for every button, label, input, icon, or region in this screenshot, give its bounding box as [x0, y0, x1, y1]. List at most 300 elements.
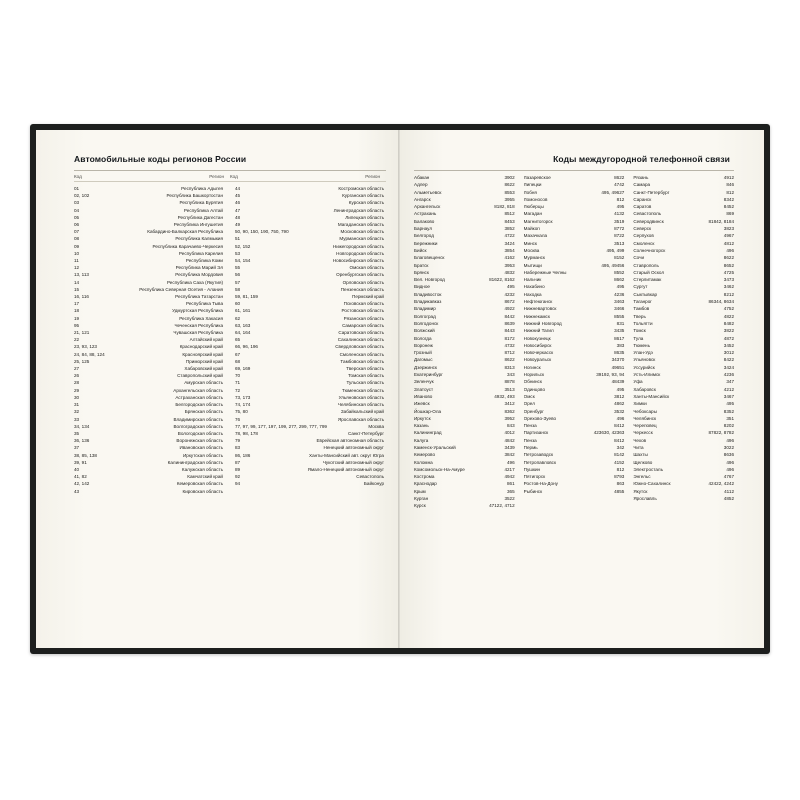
city-name: Новоуральск — [523, 357, 552, 363]
city-name: Лобня — [523, 189, 537, 195]
region-name: Республика Башкортостан — [166, 193, 223, 199]
region-code: 42, 142 — [74, 481, 90, 487]
phone-code: 4236 — [614, 291, 625, 297]
city-name: Кострома — [414, 474, 435, 480]
table-row — [74, 221, 225, 228]
phone-code: 496 — [507, 459, 515, 465]
region-name: Калужская область — [181, 466, 223, 472]
list-item — [414, 240, 515, 247]
city-name: Тверь — [633, 313, 646, 319]
city-name: Хабаровск — [633, 386, 656, 392]
list-item — [414, 466, 515, 473]
phone-code: 81842, 8184 — [708, 218, 735, 224]
table-row — [74, 444, 225, 451]
list-item — [414, 174, 515, 181]
phone-code: 4236 — [723, 372, 735, 378]
city-name: Нижнекамск — [523, 313, 550, 319]
region-name: Алтайский край — [189, 337, 223, 343]
phone-code: 8662 — [614, 277, 625, 283]
table-row — [235, 221, 386, 228]
table-row — [235, 401, 386, 408]
region-name: Краснодарский край — [179, 344, 223, 350]
list-item — [524, 240, 625, 247]
region-code: 75, 80 — [235, 409, 248, 415]
region-name: Чеченская Республика — [174, 322, 223, 328]
phone-code: 4725 — [723, 269, 735, 275]
list-item — [414, 298, 515, 305]
list-item — [524, 371, 625, 378]
phone-code: 3532 — [614, 408, 625, 414]
phone-code: 812 — [616, 466, 625, 472]
list-item — [414, 393, 515, 400]
region-name: Республика Ингушетия — [173, 222, 223, 228]
list-item — [414, 364, 515, 371]
region-code: 45 — [235, 193, 241, 199]
city-name: Магадан — [523, 211, 543, 217]
list-item — [633, 276, 734, 283]
region-name: Ростовская область — [341, 308, 384, 314]
list-item — [524, 327, 625, 334]
region-name: Чукотский автономный округ — [322, 459, 384, 465]
city-name: Уссурийск — [633, 364, 655, 370]
region-code: 64, 164 — [235, 330, 251, 336]
table-row — [235, 365, 386, 372]
region-code: 89 — [235, 466, 241, 472]
table-row — [74, 279, 225, 286]
list-item — [524, 386, 625, 393]
region-code: 56 — [235, 272, 241, 278]
list-item — [414, 459, 515, 466]
phone-code: 3955 — [504, 196, 515, 202]
phone-code: 4862 — [614, 401, 625, 407]
city-name: Смоленск — [633, 240, 655, 246]
table-row — [235, 243, 386, 250]
city-name: Серпухов — [633, 233, 654, 239]
phone-code: 4012 — [504, 430, 515, 436]
city-name: Владивосток — [414, 291, 442, 297]
city-name: Люберцы — [523, 204, 544, 210]
phone-code: 4742 — [614, 182, 625, 188]
list-item — [414, 320, 515, 327]
city-name: Волгодонск — [414, 320, 439, 326]
left-header-code-1: Код — [74, 174, 82, 179]
city-name: Ломоносов — [523, 196, 548, 202]
table-row — [74, 336, 225, 343]
city-name: Бийск — [414, 247, 427, 253]
phone-code: 4942 — [504, 474, 515, 480]
list-item — [524, 400, 625, 407]
table-row — [74, 408, 225, 415]
list-item — [414, 502, 515, 509]
city-name: Чехов — [633, 437, 647, 443]
list-item — [633, 335, 734, 342]
table-row — [74, 228, 225, 235]
list-item — [414, 262, 515, 269]
list-item — [633, 262, 734, 269]
left-page — [36, 130, 400, 648]
table-row — [235, 199, 386, 206]
region-name: Москва — [368, 423, 384, 429]
city-name: Липецки — [523, 182, 542, 188]
list-item — [524, 429, 625, 436]
city-name: Ярославль — [633, 496, 657, 502]
list-item — [633, 364, 734, 371]
region-name: Республика Марий Эл — [175, 265, 223, 271]
phone-code: 8622 — [723, 255, 735, 261]
city-name: Самара — [633, 182, 651, 188]
left-column-headers — [74, 174, 386, 179]
list-item — [524, 335, 625, 342]
phone-code: 3902 — [504, 175, 515, 180]
region-name: Курская область — [348, 200, 384, 206]
region-code: 68 — [235, 358, 241, 364]
list-item — [414, 210, 515, 217]
phone-code: 347 — [726, 379, 735, 385]
region-name: Белгородская область — [175, 402, 223, 408]
list-item — [524, 291, 625, 298]
city-name: Альметьевск — [414, 189, 442, 195]
list-item — [414, 335, 515, 342]
region-name: Чувашская Республика — [173, 330, 223, 336]
region-code: 36, 136 — [74, 438, 90, 444]
table-row — [235, 473, 386, 480]
region-name: Самарская область — [342, 322, 384, 328]
table-row — [235, 235, 386, 242]
city-name: Нахабино — [523, 284, 545, 290]
list-item — [524, 356, 625, 363]
region-name: Севастополь — [356, 474, 384, 480]
list-item — [524, 210, 625, 217]
city-name: Таганрог — [633, 299, 652, 305]
region-code: 55 — [235, 265, 241, 271]
table-row — [74, 459, 225, 466]
phone-code: 8772 — [614, 226, 625, 232]
phone-code: 4812 — [723, 240, 735, 246]
region-code: 41, 82 — [74, 474, 87, 480]
region-name: Иркутская область — [182, 452, 223, 458]
book-cover — [30, 124, 770, 654]
table-row — [235, 351, 386, 358]
list-item — [524, 276, 625, 283]
phone-code: 3435 — [614, 328, 625, 334]
city-name: Партизанск — [523, 430, 549, 436]
city-name: Саратов — [633, 204, 652, 210]
phone-code: 39192, 93, 94 — [596, 372, 625, 378]
region-code: 18 — [74, 308, 80, 314]
list-item — [414, 480, 515, 487]
region-name: Республика Калмыкия — [175, 236, 223, 242]
list-item — [633, 400, 734, 407]
city-name: Новосибирск — [523, 342, 552, 348]
region-code: 87 — [235, 459, 241, 465]
table-row — [74, 307, 225, 314]
phone-code: 496 — [726, 437, 735, 443]
city-name: Норильск — [523, 372, 545, 378]
phone-code: 34370 — [611, 357, 625, 363]
table-row — [235, 408, 386, 415]
table-row — [74, 192, 225, 199]
right-page-title: Коды междугородной телефонной связи — [553, 154, 730, 164]
table-row — [74, 394, 225, 401]
list-item — [414, 415, 515, 422]
region-code: 26 — [74, 373, 80, 379]
table-row — [235, 271, 386, 278]
phone-code: 3513 — [504, 386, 515, 392]
city-name: Чебоксары — [633, 408, 657, 414]
list-item — [633, 210, 734, 217]
region-name: Республика Северная Осетия - Алания — [139, 286, 223, 292]
region-code: 65 — [235, 337, 241, 343]
phone-code: 8652 — [723, 262, 735, 268]
city-name: Омск — [523, 393, 535, 399]
phone-code: 496 — [726, 247, 735, 253]
phone-code: 8622 — [504, 357, 515, 363]
region-code: 76 — [235, 416, 241, 422]
phone-code: 4752 — [723, 306, 735, 312]
city-name: Орехово-Зуево — [523, 415, 557, 421]
phone-code: 831 — [616, 320, 625, 326]
phone-code: 3452 — [723, 342, 735, 348]
list-item — [633, 313, 734, 320]
table-row — [235, 336, 386, 343]
list-item — [633, 203, 734, 210]
region-name: Республика Адыгея — [181, 186, 223, 191]
right-page — [400, 130, 764, 648]
list-item — [414, 189, 515, 196]
list-item — [633, 189, 734, 196]
city-name: Мытищи — [523, 262, 542, 268]
city-name: Нефтеюганск — [523, 299, 553, 305]
city-name: Воронеж — [414, 342, 433, 348]
list-item — [633, 371, 734, 378]
city-name: Сочи — [633, 255, 645, 261]
region-name: Московская область — [340, 229, 384, 235]
list-item — [633, 422, 734, 429]
region-name: Нижегородская область — [332, 243, 384, 249]
city-name: Иркутск — [414, 415, 431, 421]
region-code: 28 — [74, 380, 80, 386]
phone-code: 4967 — [723, 233, 735, 239]
region-name: Еврейская автономная область — [316, 438, 384, 444]
table-row — [74, 235, 225, 242]
city-name: Белгород — [414, 233, 434, 239]
left-header-code-2: Код — [230, 174, 238, 179]
region-name: Псковская область — [343, 301, 384, 307]
list-item — [633, 342, 734, 349]
phone-code: 3012 — [723, 350, 735, 356]
table-row — [74, 365, 225, 372]
list-item — [414, 254, 515, 261]
region-name: Ульяновская область — [338, 394, 384, 400]
city-name: Иваново — [414, 393, 433, 399]
city-name: Пенза — [523, 423, 537, 429]
table-row — [235, 228, 386, 235]
list-item — [414, 371, 515, 378]
phone-column-3 — [633, 174, 734, 510]
list-item — [414, 313, 515, 320]
list-item — [414, 400, 515, 407]
region-code: 67 — [235, 351, 241, 357]
city-name: Волжский — [414, 328, 435, 334]
phone-code: 8555 — [614, 313, 625, 319]
phone-code: 4842 — [504, 437, 515, 443]
city-name: Сыктывкар — [633, 291, 658, 297]
region-code: 78, 98, 178 — [235, 430, 258, 436]
phone-code: 8342 — [723, 196, 735, 202]
list-item — [633, 218, 734, 225]
list-item — [524, 254, 625, 261]
phone-code: 863 — [616, 481, 625, 487]
right-table — [414, 174, 734, 510]
region-name: Брянская область — [184, 409, 223, 415]
phone-code: 8452 — [723, 204, 735, 210]
city-name: Рыбинск — [523, 488, 543, 494]
region-name: Челябинская область — [337, 402, 384, 408]
phone-code: 8712 — [504, 350, 515, 356]
list-item — [414, 283, 515, 290]
table-row — [74, 207, 225, 214]
table-row — [235, 394, 386, 401]
phone-code: 495, 499 — [606, 247, 625, 253]
phone-code: 812 — [616, 196, 625, 202]
city-name: Усть-Илимск — [633, 372, 661, 378]
city-name: Казань — [414, 423, 429, 429]
list-item — [524, 320, 625, 327]
phone-code: 495, 49627 — [601, 189, 625, 195]
city-name: Рязань — [633, 175, 649, 180]
city-name: Москва — [523, 247, 540, 253]
table-row — [235, 322, 386, 329]
city-name: Нальчик — [523, 277, 542, 283]
phone-code: 4212 — [723, 386, 735, 392]
list-item — [633, 240, 734, 247]
region-name: Сахалинская область — [337, 337, 384, 343]
list-item — [524, 349, 625, 356]
region-code: 01 — [74, 186, 80, 191]
list-item — [633, 247, 734, 254]
region-name: Кабардино-Балкарская Республика — [147, 229, 223, 235]
city-name: Курган — [414, 496, 429, 502]
region-name: Вологодская область — [177, 430, 223, 436]
phone-code: 8617 — [614, 335, 625, 341]
list-item — [633, 480, 734, 487]
city-name: Ставрополь — [633, 262, 659, 268]
table-row — [235, 372, 386, 379]
region-code: 51 — [235, 236, 241, 242]
left-table-column-1 — [74, 185, 225, 495]
phone-code: 496 — [726, 459, 735, 465]
region-code: 09 — [74, 243, 80, 249]
city-name: Нижний Тагил — [523, 328, 554, 334]
list-item — [524, 232, 625, 239]
right-title-rule — [414, 170, 734, 171]
phone-code: 3852 — [504, 226, 515, 232]
city-name: Бережники — [414, 240, 438, 246]
phone-code: 8453 — [504, 218, 515, 224]
list-item — [414, 218, 515, 225]
list-item — [633, 393, 734, 400]
region-code: 49 — [235, 222, 241, 228]
region-code: 22 — [74, 337, 80, 343]
phone-code: 4852 — [723, 496, 735, 502]
table-row — [74, 351, 225, 358]
phone-code: 495 — [616, 204, 625, 210]
city-name: Ногинск — [523, 364, 541, 370]
city-name: Тамбов — [633, 306, 650, 312]
region-name: Астраханская область — [175, 394, 223, 400]
list-item — [524, 364, 625, 371]
region-name: Воронежская область — [176, 438, 223, 444]
region-name: Тюменская область — [342, 387, 384, 393]
phone-code: 3412 — [504, 401, 515, 407]
table-row — [74, 437, 225, 444]
list-item — [414, 437, 515, 444]
region-code: 47 — [235, 207, 241, 213]
city-name: Комсомольск-На-Амуре — [414, 466, 465, 472]
list-item — [633, 429, 734, 436]
list-item — [414, 225, 515, 232]
city-name: Грозный — [414, 350, 432, 356]
phone-code: 4217 — [504, 466, 515, 472]
list-item — [414, 451, 515, 458]
city-name: Ижевск — [414, 401, 430, 407]
region-code: 06 — [74, 222, 80, 228]
phone-code: 3439 — [504, 444, 515, 450]
list-item — [524, 225, 625, 232]
city-name: Стерлитамак — [633, 277, 662, 283]
phone-code: 8212 — [723, 291, 735, 297]
phone-code: 48439 — [611, 379, 625, 385]
city-name: Пермь — [523, 444, 538, 450]
region-code: 21, 121 — [74, 330, 90, 336]
region-name: Санкт-Петербург — [347, 430, 384, 436]
left-header-region-2: Регион — [365, 174, 380, 179]
city-name: Ростов-На-Дону — [523, 481, 558, 487]
city-name: Новочеркасск — [523, 350, 554, 356]
region-name: Республика Коми — [185, 258, 223, 264]
list-item — [633, 174, 734, 181]
region-code: 57 — [235, 279, 241, 285]
city-name: Якутск — [633, 488, 648, 494]
region-code: 08 — [74, 236, 80, 242]
table-row — [235, 293, 386, 300]
list-item — [414, 181, 515, 188]
phone-code: 8552 — [614, 269, 625, 275]
region-name: Республика Карелия — [178, 250, 223, 256]
phone-code: 8635 — [614, 350, 625, 356]
region-code: 14 — [74, 279, 80, 285]
city-name: Ульяновск — [633, 357, 656, 363]
phone-code: 8152 — [614, 255, 625, 261]
list-item — [633, 298, 734, 305]
phone-code: 4112 — [724, 488, 735, 494]
phone-code: 4922 — [504, 306, 515, 312]
list-item — [633, 269, 734, 276]
list-item — [633, 415, 734, 422]
phone-code: 495 — [507, 284, 515, 290]
table-row — [74, 271, 225, 278]
list-item — [524, 218, 625, 225]
phone-code: 4912 — [723, 175, 735, 180]
list-item — [414, 356, 515, 363]
region-name: Приморский край — [185, 358, 223, 364]
region-code: 86, 186 — [235, 452, 251, 458]
list-item — [524, 415, 625, 422]
list-item — [633, 437, 734, 444]
city-name: Лазаревское — [523, 175, 551, 180]
list-item — [524, 189, 625, 196]
region-code: 04 — [74, 207, 80, 213]
